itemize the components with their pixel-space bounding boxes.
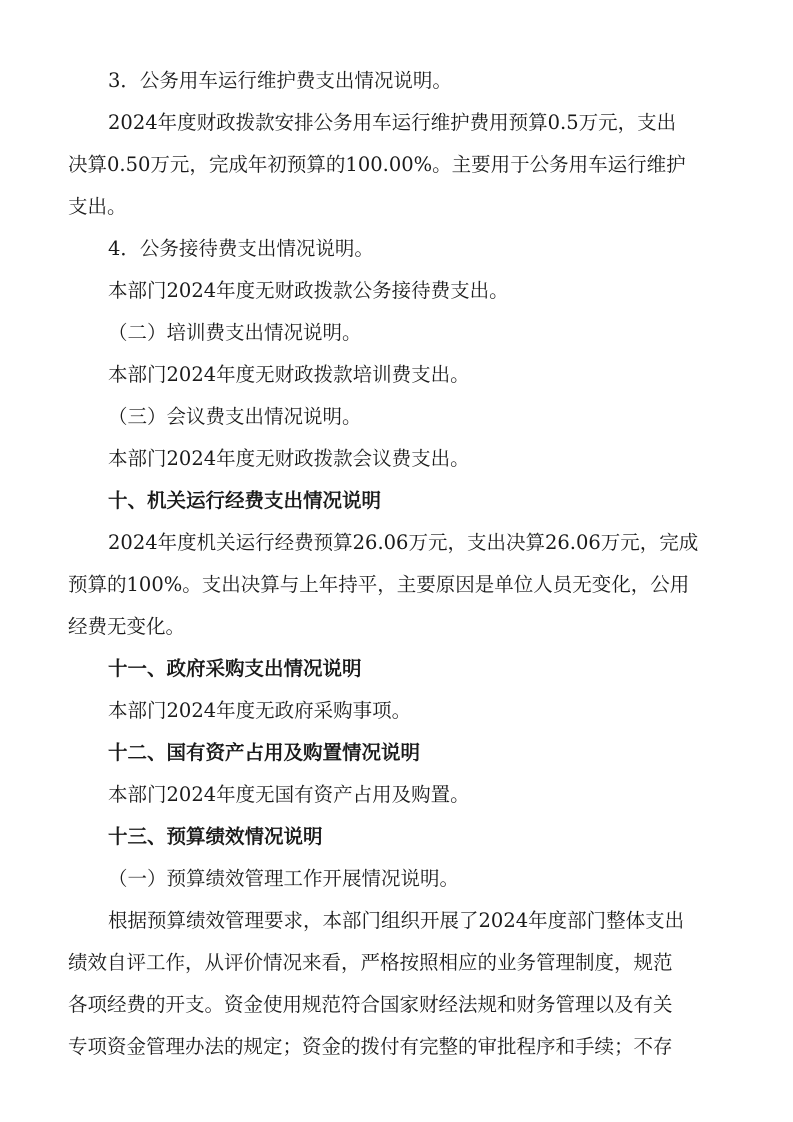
paragraph-line: 经费无变化。 [68,615,186,638]
section-heading: 十一、政府采购支出情况说明 [108,657,362,680]
paragraph-line: 本部门2024年度无国有资产占用及购置。 [108,783,470,806]
paragraph-line: 根据预算绩效管理要求，本部门组织开展了2024年度部门整体支出 [108,909,685,932]
section-heading: 十二、国有资产占用及购置情况说明 [108,741,421,764]
subsection-title: （一）预算绩效管理工作开展情况说明。 [108,867,460,890]
subsection-title: （二）培训费支出情况说明。 [108,321,362,344]
section-heading: 十、机关运行经费支出情况说明 [108,489,382,512]
paragraph-line: 本部门2024年度无财政拨款会议费支出。 [108,447,470,470]
paragraph-line: 预算的100%。支出决算与上年持平，主要原因是单位人员无变化，公用 [68,573,690,596]
paragraph-line: 本部门2024年度无财政拨款公务接待费支出。 [108,279,509,302]
paragraph-line: 决算0.50万元，完成年初预算的100.00%。主要用于公务用车运行维护 [68,153,686,176]
subsection-title: （三）会议费支出情况说明。 [108,405,362,428]
paragraph-line: 支出。 [68,195,127,218]
paragraph-line: 本部门2024年度无政府采购事项。 [108,699,412,722]
paragraph-line: 2024年度财政拨款安排公务用车运行维护费用预算0.5万元，支出 [108,111,677,134]
paragraph-line: 本部门2024年度无财政拨款培训费支出。 [108,363,470,386]
item-4-title: 4．公务接待费支出情况说明。 [108,237,374,260]
section-heading: 十三、预算绩效情况说明 [108,825,323,848]
paragraph-line: 专项资金管理办法的规定；资金的拨付有完整的审批程序和手续；不存 [68,1035,673,1058]
item-3-title: 3．公务用车运行维护费支出情况说明。 [108,69,452,92]
paragraph-line: 绩效自评工作，从评价情况来看，严格按照相应的业务管理制度，规范 [68,951,673,974]
paragraph-line: 2024年度机关运行经费预算26.06万元，支出决算26.06万元，完成 [108,531,699,554]
paragraph-line: 各项经费的开支。资金使用规范符合国家财经法规和财务管理以及有关 [68,993,673,1016]
